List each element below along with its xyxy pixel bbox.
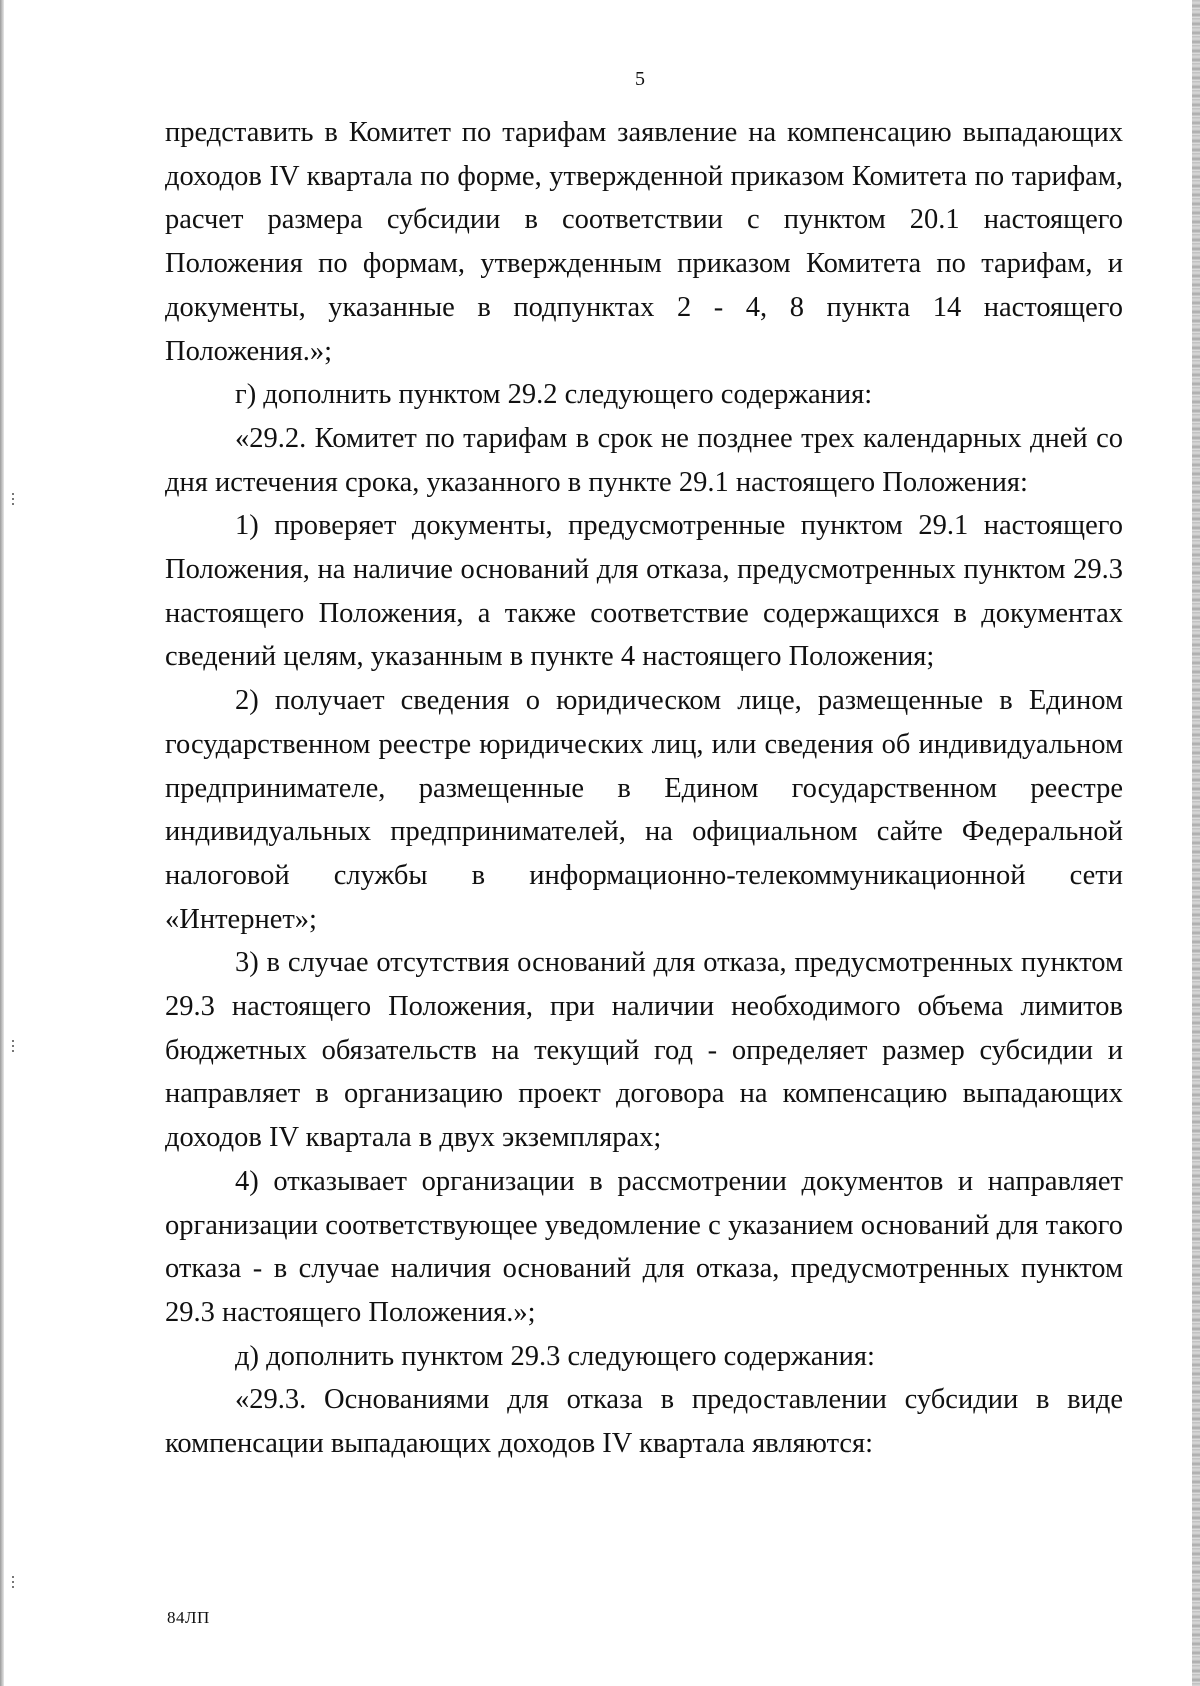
- paragraph-item-2: 2) получает сведения о юридическом лице, размещенные в Едином государственном реестре юридических лиц, или сведения об индивидуальном предпринимателе, размещенные в Едином государственном реестре индивидуальных предпринимателей, на официальном сайте Федеральной налоговой службы в информационно-телекоммуникационной сети «Интернет»;: [165, 685, 1123, 935]
- scan-mark: [12, 493, 14, 507]
- paragraph-29-2: «29.2. Комитет по тарифам в срок не позднее трех календарных дней со дня истечения срока, указанного в пункте 29.1 настоящего Положения:: [165, 422, 1123, 498]
- paragraph-amendment-g: г) дополнить пунктом 29.2 следующего содержания:: [235, 379, 873, 411]
- paragraph-29-3: «29.3. Основаниями для отказа в предоставлении субсидии в виде компенсации выпадающих доходов IV квартала являются:: [165, 1384, 1123, 1460]
- paragraph-item-4: 4) отказывает организации в рассмотрении документов и направляет организации соответствующее уведомление с указанием оснований для такого отказа - в случае наличия оснований для отказа, предусмотренных пунктом 29.3 настоящего Положения.»;: [165, 1165, 1123, 1328]
- paragraph-continuation: представить в Комитет по тарифам заявление на компенсацию выпадающих доходов IV квартала по форме, утвержденной приказом Комитета по тарифам, расчет размера субсидии в соответствии с пунктом 20.1 настоящего Положения по формам, утвержденным приказом Комитета по тарифам, и документы, указанные в подпунктах 2 - 4, 8 пункта 14 настоящего Положения.»;: [165, 117, 1123, 367]
- scan-mark: [12, 1576, 14, 1590]
- paragraph-item-3: 3) в случае отсутствия оснований для отказа, предусмотренных пунктом 29.3 настоящего Положения, при наличии необходимого объема лимитов бюджетных обязательств на текущий год - определяет размер субсидии и направляет в организацию проект договора на компенсацию выпадающих доходов IV квартала в двух экземплярах;: [165, 947, 1123, 1154]
- paragraph-amendment-d: д) дополнить пунктом 29.3 следующего содержания:: [235, 1340, 875, 1372]
- scan-edge-left: [0, 0, 4, 1686]
- scan-mark: [12, 1040, 14, 1054]
- document-body: [165, 111, 1123, 1466]
- paragraph-item-1: 1) проверяет документы, предусмотренные пунктом 29.1 настоящего Положения, на наличие оснований для отказа, предусмотренных пунктом 29.3 настоящего Положения, а также соответствие содержащихся в документах сведений целям, указанным в пункте 4 настоящего Положения;: [165, 510, 1123, 673]
- footer-document-code: 84ЛП: [167, 1608, 210, 1627]
- scan-edge-right: [1192, 0, 1200, 1686]
- page-number: 5: [635, 68, 645, 90]
